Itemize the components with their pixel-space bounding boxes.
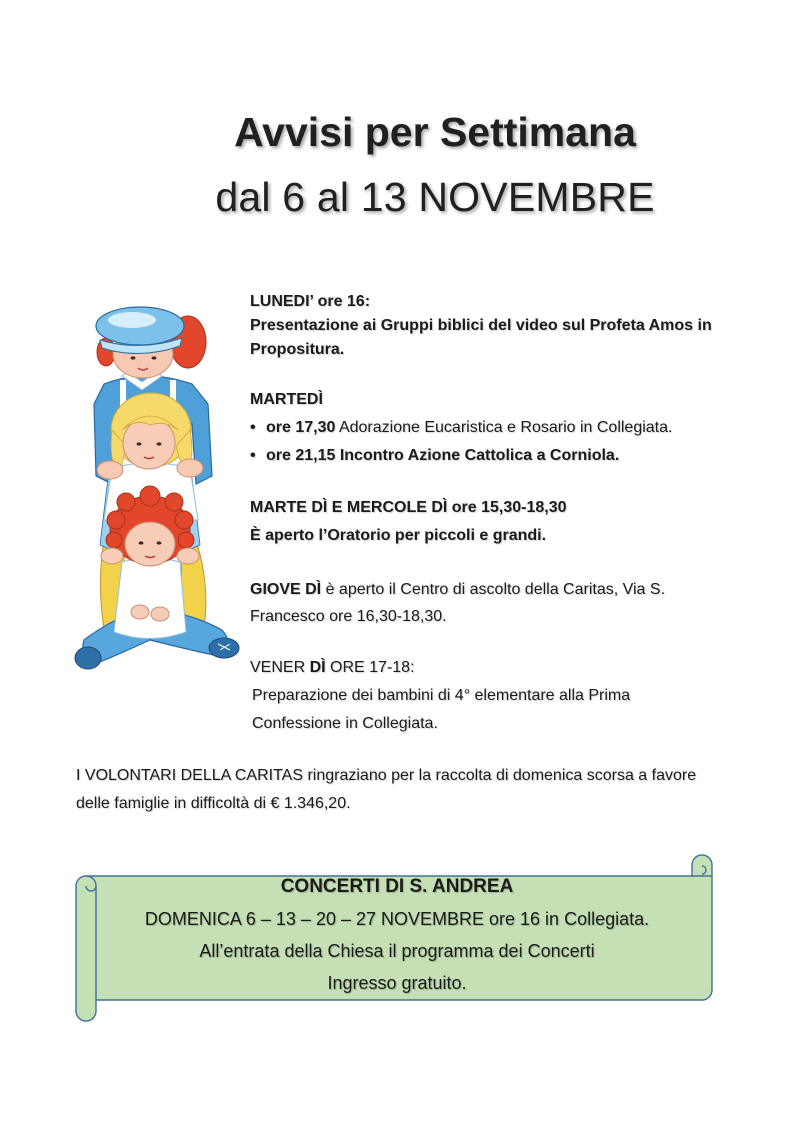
page-subtitle-dates: dal 6 al 13 NOVEMBRE [215,174,655,220]
child-bottom-curl [106,532,122,548]
bullet-time: ore 17,30 [266,419,336,436]
thursday-text-line: Francesco ore 16,30-18,30. [250,608,447,625]
child-bottom-curl [175,511,193,529]
child-bottom-curl [107,511,125,529]
child-top-eye-left [131,356,136,359]
friday-text-line: Confessione in Collegiata. [252,715,438,732]
child-bottom-face [125,522,175,566]
child-bottom-curl [165,493,183,511]
child-top-head [96,307,206,378]
thursday-heading: GIOVE DÌ [250,581,322,598]
child-middle-eye-right [157,442,162,445]
bullet-text: Adorazione Eucaristica e Rosario in Collegiata. [338,419,673,436]
concerts-text-line: All’entrata della Chiesa il programma dei Concerti [199,941,595,961]
thursday-text: è aperto il Centro di ascolto della Caritas, Via S. [325,581,666,598]
child-top-eye-right [152,356,157,359]
monday-heading: LUNEDI’ ore 16: [250,293,371,310]
friday-heading-end: ORE 17-18: [330,659,415,676]
monday-text-line: Propositura. [250,341,345,358]
child-top-hand-right [177,459,203,477]
child-bottom-eye-right [157,541,162,544]
tuesday-bullet-item [250,417,672,439]
caritas-text-line: I VOLONTARI DELLA CARITAS ringraziano per la raccolta di domenica scorsa a favore [76,767,697,784]
child-middle-eye-left [137,442,142,445]
thursday-text-line [250,579,665,601]
children-illustration [70,300,248,680]
monday-text-line: Presentazione ai Gruppi biblici del video sul Profeta Amos in [250,317,712,334]
friday-heading-start: VENER [250,659,306,676]
page-title: Avvisi per Settimana [234,109,636,155]
bullet-marker: • [250,419,256,436]
tuesday-heading: MARTEDÌ [250,391,323,408]
child-middle-hand-left [101,548,123,564]
child-top-cap-highlight [108,312,156,328]
bullet-time: ore 21,15 Incontro Azione Cattolica a Corniola. [266,447,620,464]
concerts-text-line: Ingresso gratuito. [327,973,467,993]
child-bottom-hand-left [131,605,149,619]
bullet-marker: • [250,447,256,464]
tuesday-bullet-item [250,445,619,467]
child-bottom-eye-left [139,541,144,544]
child-bottom-hand-right [151,607,169,621]
wednesday-heading: MARTE DÌ E MERCOLE DÌ ore 15,30-18,30 [250,499,567,516]
concerts-title: CONCERTI DI S. ANDREA [280,876,514,897]
child-bottom-curl [117,493,135,511]
child-bottom-curl [178,532,194,548]
child-bottom-curl [140,486,160,506]
friday-text-line: Preparazione dei bambini di 4° elementare alla Prima [252,687,631,704]
child-bottom-shirt [114,558,186,639]
child-middle-hand-right [177,548,199,564]
caritas-text-line: delle famiglie in difficoltà di € 1.346,20. [76,795,351,812]
child-bottom-shoe-left [75,647,101,669]
wednesday-text-line: È aperto l’Oratorio per piccoli e grandi. [250,527,547,544]
concerts-text-line: DOMENICA 6 – 13 – 20 – 27 NOVEMBRE ore 16 in Collegiata. [144,909,650,929]
friday-heading [250,657,415,679]
friday-heading-bold: DÌ [309,659,326,676]
child-top-hand-left [97,461,123,479]
